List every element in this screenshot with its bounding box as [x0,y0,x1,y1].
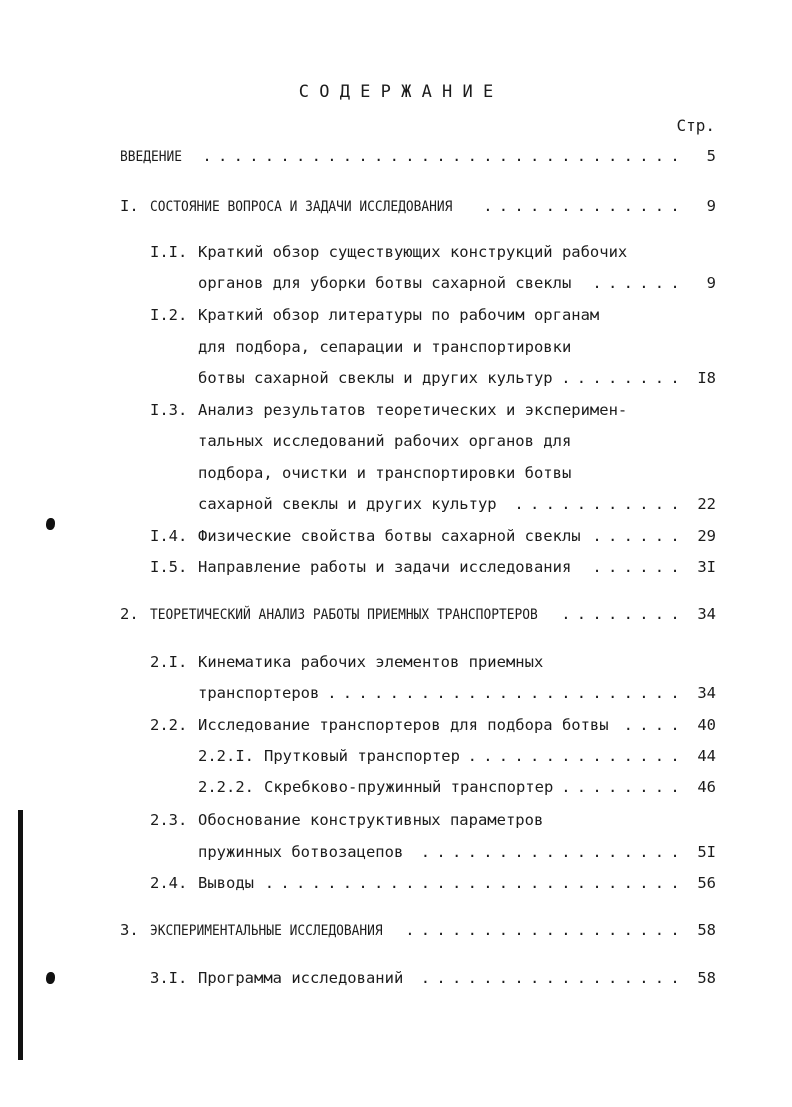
toc-entry-text: Направление работы и задачи исследования [198,558,572,576]
leader-dots: . . . . . . [592,527,680,545]
toc-page-number: 22 [697,494,716,513]
leader-dots: . . . . . . . . . . . . . [483,197,680,215]
toc-page-number: 56 [697,874,716,892]
toc-entry-text: Краткий обзор литературы по рабочим органам [198,306,600,324]
leader-dots: . . . . . . [592,274,680,292]
toc-entry-text: тальных исследований рабочих органов для [198,432,572,451]
toc-entry-text: сахарной свеклы и других культур [198,494,497,513]
toc-entry-text: ТЕОРЕТИЧЕСКИЙ АНАЛИЗ РАБОТЫ ПРИЕМНЫХ ТРАНСПОРТЕРОВ [150,607,538,623]
toc-page-number: 5I [697,843,716,861]
leader-dots: . . . . . . . . . . . . . . . . . . [405,921,680,939]
leader-dots: . . . . . . . . . . . . . . . . . . . . . . . . . . . [264,874,680,892]
toc-entry-number: I.2. [150,306,188,324]
leader-dots: . . . . . . . . . . . . . . [467,747,680,765]
leader-dots: . . . . . . . . . . . . . . . . . . . . . . . . . . . . . . . [202,147,680,165]
toc-entry-number: 2.2.2. [198,778,254,796]
toc-entry-number: 3. [120,921,139,939]
toc-page-number: 29 [697,527,716,545]
toc-entry-text: ботвы сахарной свеклы и других культур [198,369,553,387]
toc-entry-number: 2.4. [150,874,188,892]
toc-entry-text: Кинематика рабочих элементов приемных [198,653,544,671]
toc-entry-number: I. [120,197,139,215]
toc-page-number: 9 [706,274,716,292]
page-column-label: Стр. [676,116,715,135]
toc-entry-number: I.4. [150,527,188,545]
leader-dots: . . . . . . . . [561,605,680,623]
toc-page-number: 5 [706,147,716,165]
toc-entry-number: I.5. [150,558,188,576]
leader-dots: . . . . . . . . [561,369,680,387]
leader-dots: . . . . [623,716,680,734]
toc-entry-text: ЭКСПЕРИМЕНТАЛЬНЫЕ ИССЛЕДОВАНИЯ [150,923,383,939]
toc-entry-number: I.I. [150,243,188,261]
toc-page-number: 44 [697,747,716,765]
toc-page-number: 46 [697,778,716,796]
page-title: С О Д Е Р Ж А Н И Е [298,82,494,102]
toc-entry-number: 2.I. [150,653,188,671]
scan-margin-mark [18,810,23,1060]
leader-dots: . . . . . . . . . . . . . . . . . . . . . . . [327,684,680,702]
toc-entry-text: Программа исследований [198,969,404,987]
toc-page-number: 34 [697,684,716,702]
toc-page-number: 58 [697,969,716,987]
toc-entry-text: пружинных ботвозацепов [198,843,404,861]
toc-entry-number: 3.I. [150,969,188,987]
toc-entry-text: Исследование транспортеров для подбора ботвы [198,716,609,734]
toc-page-number: 3I [697,558,716,576]
toc-page-number: 58 [697,921,716,939]
leader-dots: . . . . . . . . . . . [514,494,680,513]
toc-entry-text: транспортеров [198,684,320,702]
toc-entry-text: Физические свойства ботвы сахарной свеклы [198,527,581,545]
toc-entry-text: для подбора, сепарации и транспортировки [198,337,572,356]
toc-entry-text: Прутковый транспортер [264,747,460,765]
toc-entry-text: ВВЕДЕНИЕ [120,149,183,165]
leader-dots: . . . . . . . . [561,778,680,796]
toc-entry-text: Анализ результатов теоретических и эксперимен- [198,401,628,419]
toc-page-number: 40 [697,716,716,734]
toc-entry-number: 2.2. [150,716,188,734]
toc-entry-text: органов для уборки ботвы сахарной свеклы [198,274,572,292]
scan-ink-spot [46,972,55,984]
leader-dots: . . . . . . . . . . . . . . . . . [420,969,680,987]
toc-entry-number: 2.2.I. [198,747,254,765]
toc-entry-text: Скребково-пружинный транспортер [264,778,554,796]
leader-dots: . . . . . . [592,558,680,576]
toc-entry-number: 2. [120,605,139,623]
toc-entry-number: I.3. [150,401,188,419]
toc-entry-text: СОСТОЯНИЕ ВОПРОСА И ЗАДАЧИ ИССЛЕДОВАНИЯ [150,199,453,215]
toc-entry-text: Выводы [198,874,254,892]
leader-dots: . . . . . . . . . . . . . . . . . [420,843,680,861]
toc-page-number: 9 [706,197,716,215]
scan-ink-spot [46,518,55,530]
toc-entry-text: Краткий обзор существующих конструкций рабочих [198,243,628,261]
toc-entry-text: подбора, очистки и транспортировки ботвы [198,463,572,482]
toc-entry-text: Обоснование конструктивных параметров [198,811,544,829]
toc-page-number: I8 [697,369,716,387]
toc-entry-number: 2.3. [150,811,188,829]
toc-page-number: 34 [697,605,716,623]
